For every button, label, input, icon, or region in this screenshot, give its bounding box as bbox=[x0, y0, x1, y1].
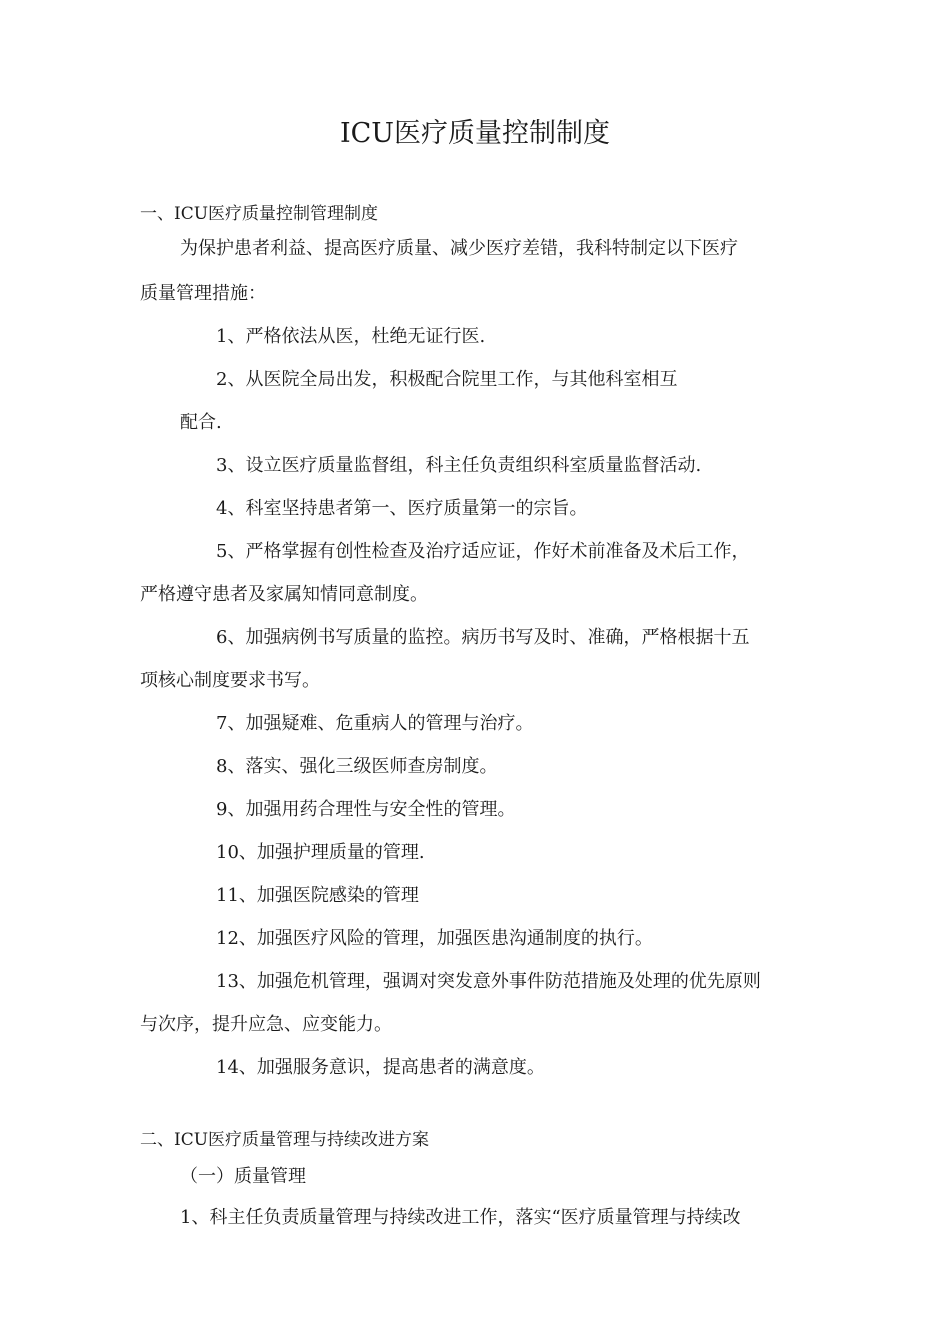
list-item: 6、加强病例书写质量的监控。病历书写及时、准确，严格根据十五 bbox=[216, 627, 750, 648]
list-item: 12、加强医疗风险的管理，加强医患沟通制度的执行。 bbox=[216, 928, 653, 949]
list-item: 10、加强护理质量的管理. bbox=[216, 842, 425, 863]
list-item: 11、加强医院感染的管理 bbox=[216, 885, 419, 906]
list-item: 1、严格依法从医，杜绝无证行医. bbox=[216, 326, 486, 347]
list-item: 4、科室坚持患者第一、医疗质量第一的宗旨。 bbox=[216, 498, 588, 519]
section-2-subheading: （一）质量管理 bbox=[180, 1166, 306, 1187]
list-item: 2、从医院全局出发，积极配合院里工作，与其他科室相互 bbox=[216, 369, 678, 390]
list-item-continuation: 严格遵守患者及家属知情同意制度。 bbox=[140, 584, 428, 605]
intro-line-2: 质量管理措施： bbox=[140, 283, 266, 304]
list-item: 8、落实、强化三级医师查房制度。 bbox=[216, 756, 498, 777]
list-item-continuation: 配合. bbox=[180, 412, 222, 433]
list-item: 3、设立医疗质量监督组，科主任负责组织科室质量监督活动. bbox=[216, 455, 702, 476]
list-item: 5、严格掌握有创性检查及治疗适应证，作好术前准备及术后工作， bbox=[216, 541, 750, 562]
document-title: ICU医疗质量控制制度 bbox=[339, 118, 611, 149]
list-item: 9、加强用药合理性与安全性的管理。 bbox=[216, 799, 516, 820]
list-item-continuation: 项核心制度要求书写。 bbox=[140, 670, 320, 691]
list-item: 7、加强疑难、危重病人的管理与治疗。 bbox=[216, 713, 534, 734]
section-2-line-1: 1、科主任负责质量管理与持续改进工作，落实“医疗质量管理与持续改 bbox=[180, 1207, 741, 1228]
list-item: 13、加强危机管理，强调对突发意外事件防范措施及处理的优先原则 bbox=[216, 971, 761, 992]
intro-line-1: 为保护患者利益、提高医疗质量、减少医疗差错，我科特制定以下医疗 bbox=[180, 238, 738, 259]
section-2-heading: 二、ICU医疗质量管理与持续改进方案 bbox=[140, 1130, 430, 1150]
list-item: 14、加强服务意识，提高患者的满意度。 bbox=[216, 1057, 545, 1078]
list-item-continuation: 与次序，提升应急、应变能力。 bbox=[140, 1014, 392, 1035]
section-1-heading: 一、ICU医疗质量控制管理制度 bbox=[140, 204, 379, 224]
